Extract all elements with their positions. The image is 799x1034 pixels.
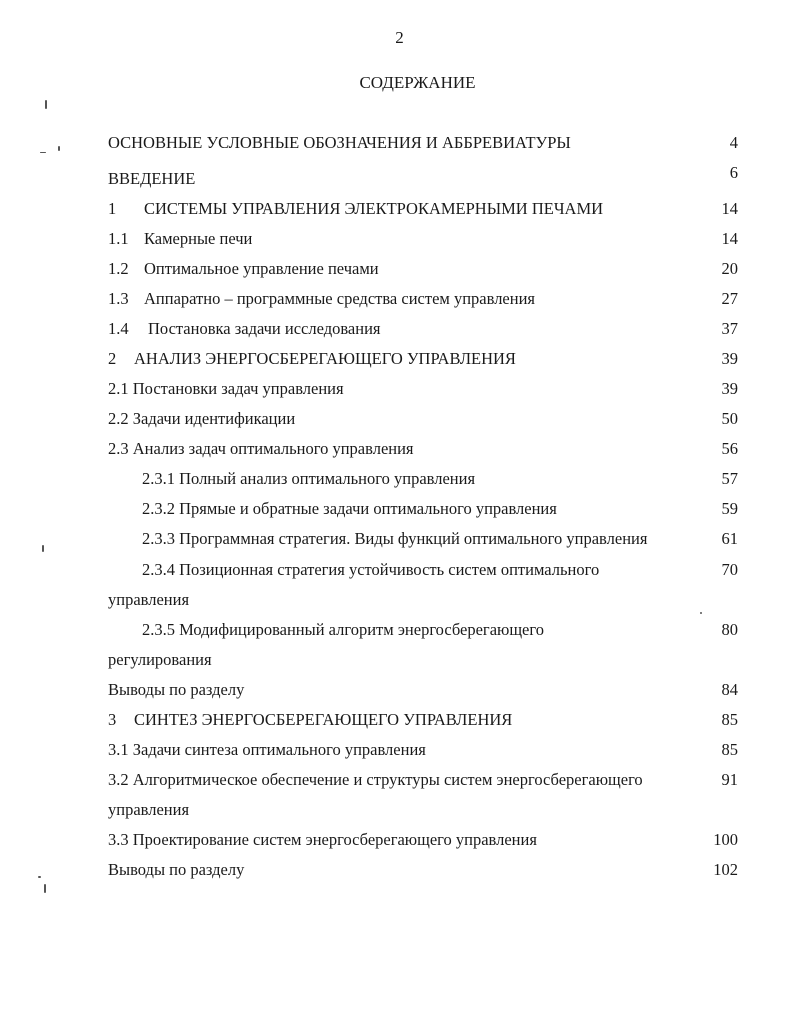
toc-entry-title [142,469,475,489]
toc-entry-text: Программная стратегия. Виды функций оптимального управления [179,529,648,548]
toc-entry-number: 1.2 [108,259,129,278]
toc-entry-number: 3.1 [108,740,129,759]
scan-speck [38,876,41,878]
toc-entry-title [142,560,599,580]
scan-speck [45,100,47,109]
toc-entry-text: Позиционная стратегия устойчивость систем оптимального [179,560,600,579]
toc-entry-page: 91 [721,770,738,789]
toc-entry-page: 27 [721,289,738,308]
toc-entry-number: 2.1 [108,379,129,398]
toc-entry-page: 61 [721,529,738,548]
toc-entry-page: 39 [721,379,738,398]
toc-entry-title [142,499,557,519]
toc-entry-text: Анализ задач оптимального управления [132,439,414,458]
toc-entry-title [108,409,295,429]
toc-entry-text: Алгоритмическое обеспечение и структуры систем энергосберегающего [132,770,643,789]
toc-entry-page: 37 [721,319,738,338]
toc-entry-title [108,199,603,219]
toc-entry-number: 3.3 [108,830,129,849]
toc-entry-number: 1 [108,199,117,218]
toc-entry-text: Прямые и обратные задачи оптимального управления [179,499,557,518]
toc-entry-page: 102 [713,860,738,879]
toc-entry-page: 14 [721,199,738,218]
toc-entry-page: 80 [721,620,738,639]
toc-entry-text: Проектирование систем энергосберегающего управления [132,830,537,849]
toc-entry-text: Полный анализ оптимального управления [179,469,476,488]
toc-entry-number: 2.3 [108,439,129,458]
toc-entry-title [108,259,379,279]
toc-entry-page: 59 [721,499,738,518]
toc-entry-text: Камерные печи [144,229,253,248]
toc-entry-page: 57 [721,469,738,488]
toc-entry-text: Модифицированный алгоритм энергосберегающего [179,620,544,639]
toc-entry-title [108,229,252,249]
toc-entry-text: СИСТЕМЫ УПРАВЛЕНИЯ ЭЛЕКТРОКАМЕРНЫМИ ПЕЧАМИ [144,199,604,218]
toc-entry-title: ВВЕДЕНИЕ [108,169,196,188]
toc-entry-page: 84 [721,680,738,699]
toc-entry-title: Выводы по разделу [108,680,245,699]
toc-entry-number: 2.3.2 [142,499,175,518]
toc-entry-title [108,830,537,850]
scan-speck [58,146,60,151]
toc-entry-title [108,710,512,730]
toc-entry-page: 4 [729,133,738,152]
page-number: 2 [395,28,404,47]
toc-entry-page: 70 [721,560,738,579]
toc-entry-continuation: регулирования [108,650,212,669]
toc-entry-number: 1.1 [108,229,129,248]
toc-entry-continuation: управления [108,590,190,609]
toc-entry-number: 2.3.4 [142,560,175,579]
toc-entry-continuation: управления [108,800,190,819]
toc-entry-page: 100 [713,830,738,849]
toc-entry-number: 2.3.5 [142,620,175,639]
toc-entry-text: Постановка задачи исследования [148,319,381,338]
toc-entry-number: 3 [108,710,117,729]
toc-entry-number: 1.3 [108,289,129,308]
toc-entry-number: 2.3.3 [142,529,175,548]
toc-entry-title [108,319,380,339]
toc-entry-title [142,620,544,640]
toc-entry-title: Выводы по разделу [108,860,245,879]
toc-entry-page: 50 [721,409,738,428]
toc-entry-page: 56 [721,439,738,458]
scan-speck [42,545,44,552]
toc-entry-title [108,439,414,459]
toc-entry-number: 2.3.1 [142,469,175,488]
toc-entry-title [108,349,516,369]
toc-entry-text: Постановки задач управления [132,379,344,398]
toc-entry-text: АНАЛИЗ ЭНЕРГОСБЕРЕГАЮЩЕГО УПРАВЛЕНИЯ [134,349,516,368]
toc-entry-page: 14 [721,229,738,248]
toc-entry-title [108,289,535,309]
toc-entry-text: Задачи синтеза оптимального управления [132,740,426,759]
toc-entry-page: 20 [721,259,738,278]
toc-entry-page: 85 [721,710,738,729]
toc-entry-text: Оптимальное управление печами [144,259,379,278]
toc-entry-text: Задачи идентификации [132,409,296,428]
toc-entry-page: 6 [729,163,738,182]
toc-entry-title [108,379,344,399]
toc-entry-title [108,740,426,760]
toc-entry-number: 2 [108,349,117,368]
toc-entry-number: 3.2 [108,770,129,789]
scan-speck [40,152,46,153]
toc-entry-page: 85 [721,740,738,759]
toc-entry-number: 2.2 [108,409,129,428]
toc-entry-text: СИНТЕЗ ЭНЕРГОСБЕРЕГАЮЩЕГО УПРАВЛЕНИЯ [134,710,513,729]
toc-entry-title [108,770,643,790]
toc-entry-number: 1.4 [108,319,129,338]
page-title: СОДЕРЖАНИЕ [359,73,476,92]
toc-entry-page: 39 [721,349,738,368]
toc-entry-title [142,529,647,549]
toc-entry-title: ОСНОВНЫЕ УСЛОВНЫЕ ОБОЗНАЧЕНИЯ И АББРЕВИАТУРЫ [108,133,571,152]
scan-speck [44,884,46,893]
toc-entry-text: Аппаратно – программные средства систем управления [144,289,535,308]
scan-speck [700,612,702,614]
